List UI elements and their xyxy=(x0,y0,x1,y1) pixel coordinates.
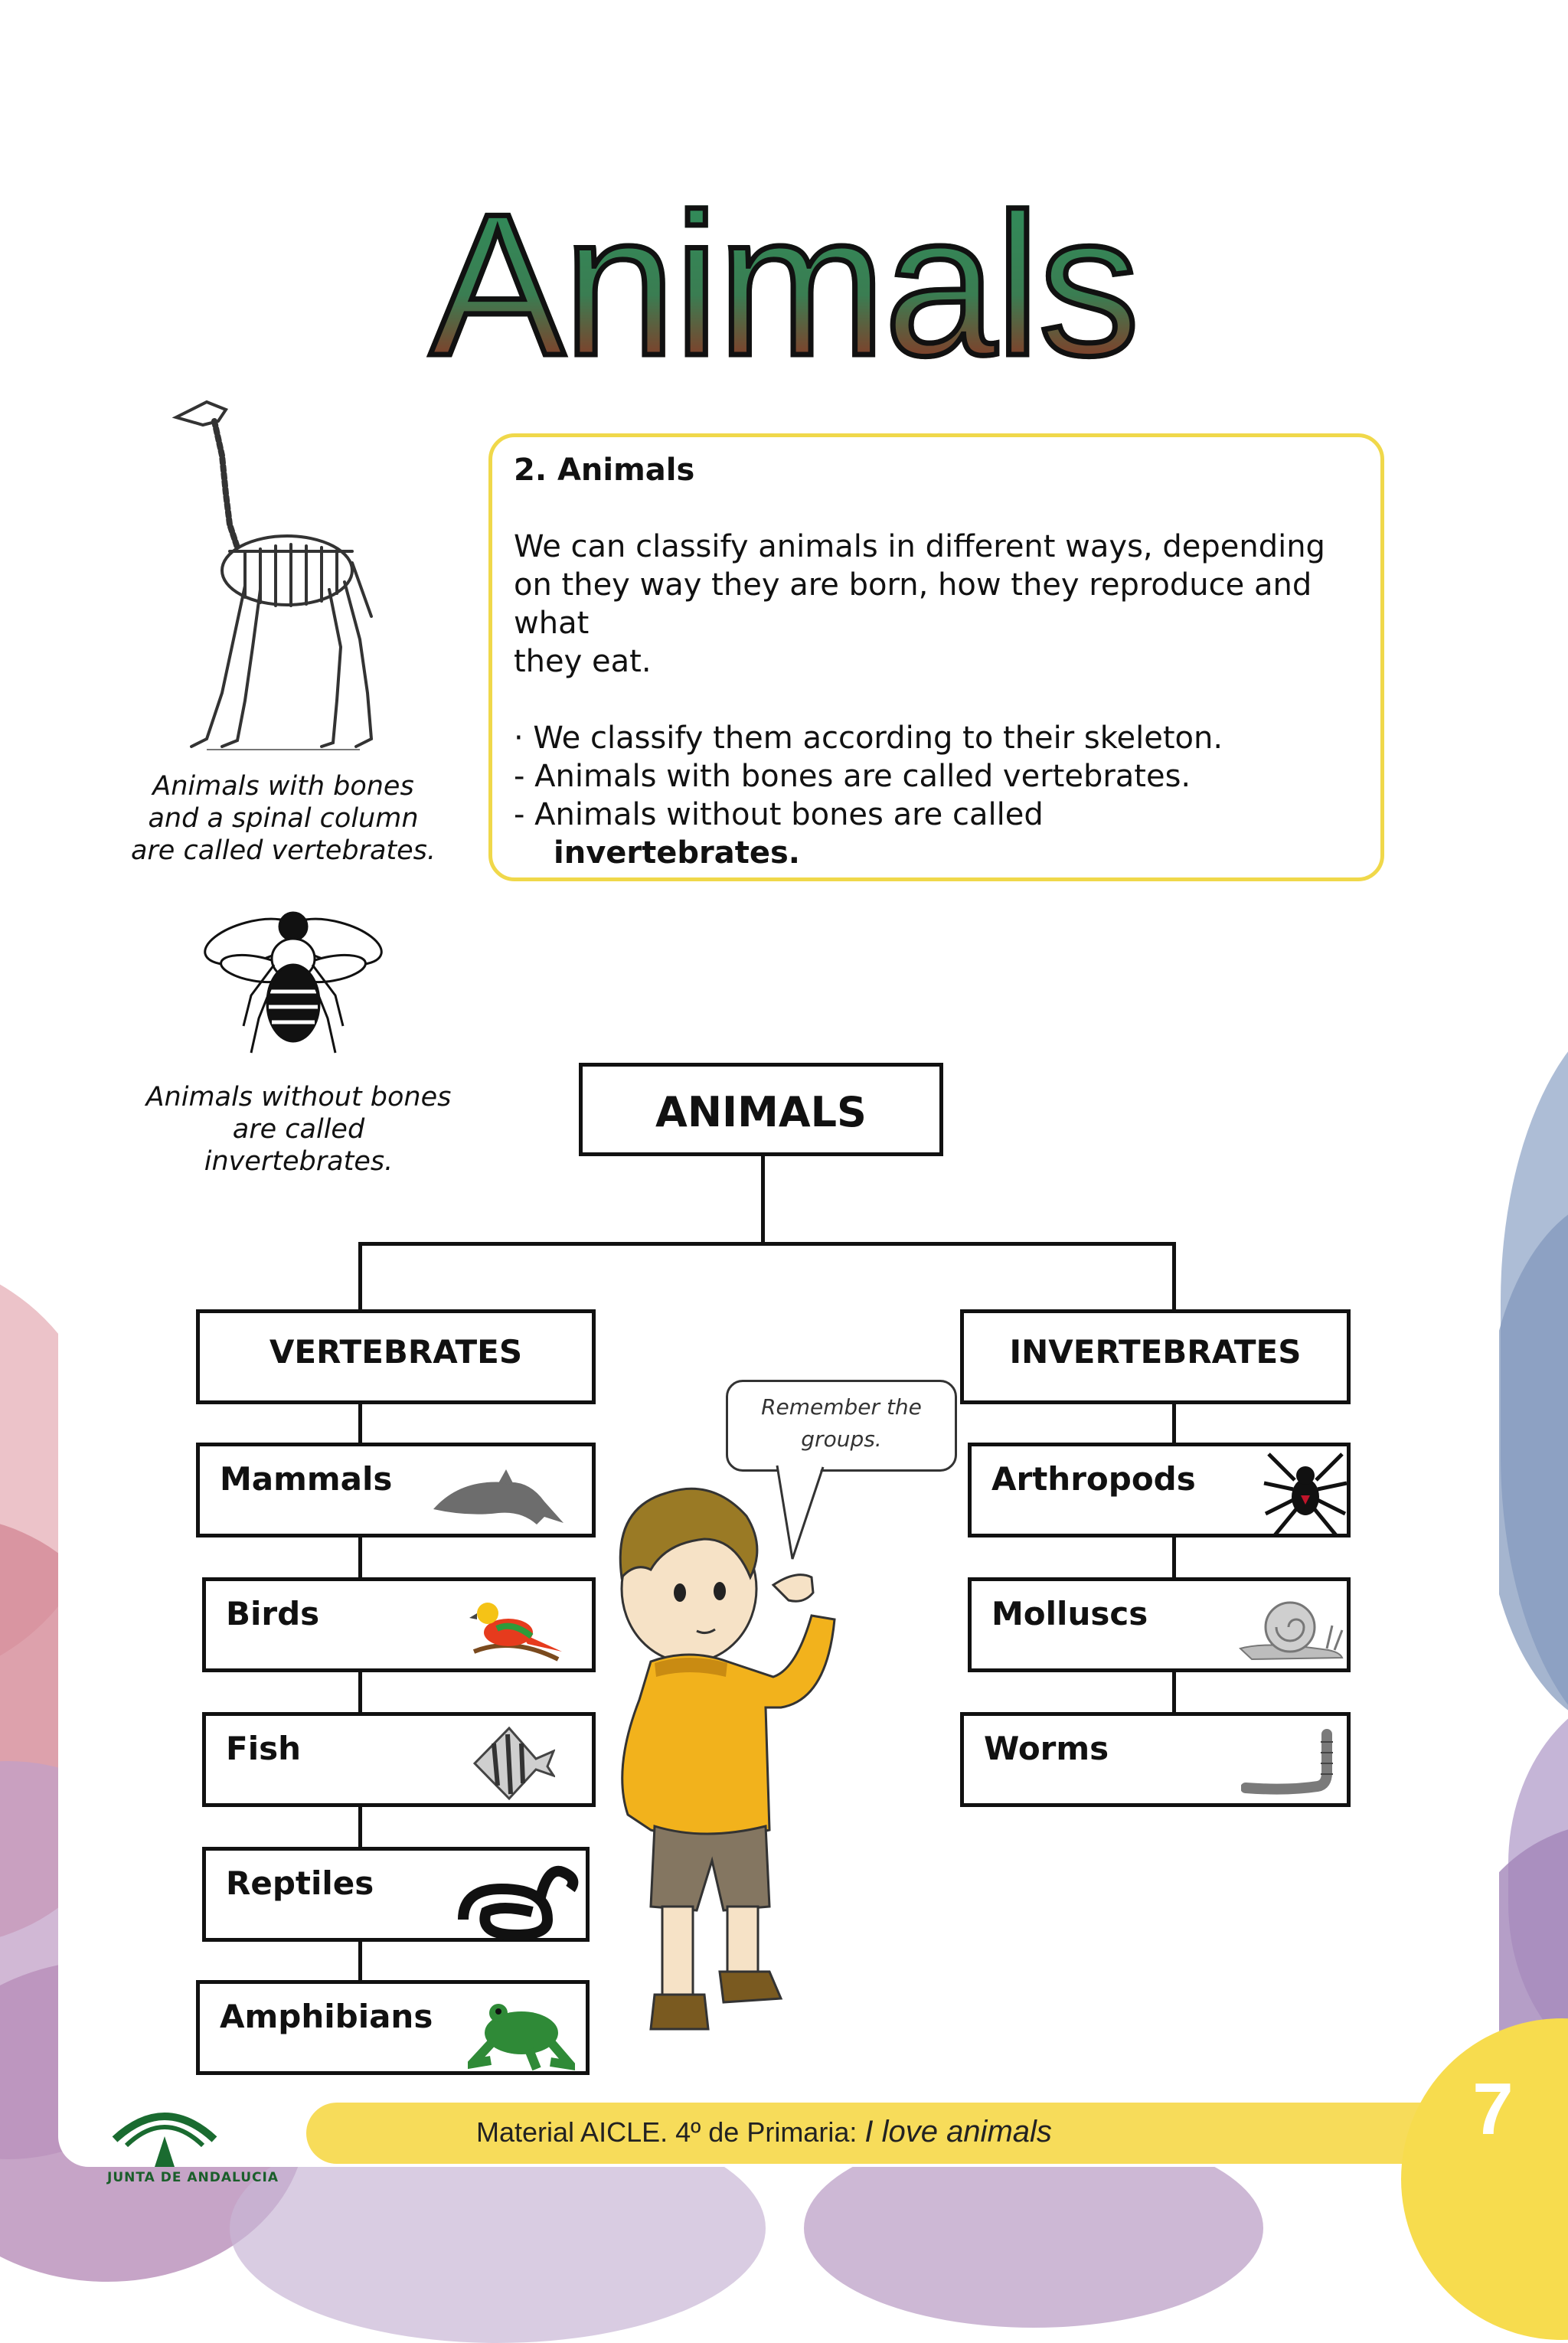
logo-text: JUNTA DE ANDALUCIA xyxy=(107,2170,279,2185)
group-box-arthropods xyxy=(968,1443,1351,1537)
speech-bubble xyxy=(726,1380,957,1472)
animals-root-label: ANIMALS xyxy=(655,1088,867,1136)
speech-line: groups. xyxy=(801,1426,882,1452)
caption-line: Animals without bones xyxy=(145,1082,452,1113)
page-number: 7 xyxy=(1472,2068,1514,2150)
group-box-worms xyxy=(960,1712,1351,1807)
info-paragraph-line: We can classify animals in different ways, depending xyxy=(514,529,1325,564)
dolphin-icon xyxy=(430,1463,567,1532)
group-label: Mammals xyxy=(220,1460,393,1498)
vertebrates-caption xyxy=(122,770,444,867)
invertebrates-label: INVERTEBRATES xyxy=(1009,1333,1302,1371)
info-bullet: - Animals without bones are called xyxy=(514,797,1044,832)
group-box-fish xyxy=(202,1712,596,1807)
group-box-reptiles xyxy=(202,1847,590,1942)
group-box-amphibians xyxy=(196,1980,590,2075)
invertebrates-caption xyxy=(138,1081,459,1178)
vertebrates-box xyxy=(196,1309,596,1404)
group-label: Reptiles xyxy=(226,1864,374,1902)
info-bullet: · We classify them according to their skeleton. xyxy=(514,721,1223,756)
caption-line: are called vertebrates. xyxy=(130,835,436,866)
caption-line: are called xyxy=(232,1114,365,1145)
footer-label: Material AICLE. 4º de Primaria: xyxy=(476,2116,865,2148)
footer-italic: I love animals xyxy=(864,2115,1052,2149)
group-label: Birds xyxy=(226,1595,320,1632)
caption-line: Animals with bones xyxy=(152,771,414,802)
group-label: Molluscs xyxy=(991,1595,1148,1632)
parrot-icon xyxy=(466,1590,566,1670)
vertebrates-label: VERTEBRATES xyxy=(269,1333,523,1371)
invertebrates-box xyxy=(960,1309,1351,1404)
speech-bubble-tail xyxy=(769,1462,831,1562)
animals-root-box xyxy=(579,1063,943,1156)
info-paragraph-line: on they way they are born, how they reproduce and what xyxy=(514,567,1312,641)
speech-line: Remember the xyxy=(761,1394,922,1420)
info-bullet: - Animals with bones are called vertebrates. xyxy=(514,759,1191,794)
caption-line: invertebrates. xyxy=(204,1146,394,1177)
footer-text xyxy=(476,2115,1052,2149)
frog-icon xyxy=(468,1996,575,2071)
group-label: Arthropods xyxy=(991,1460,1196,1498)
group-label: Amphibians xyxy=(220,1998,433,2035)
caption-line: and a spinal column xyxy=(148,803,419,834)
giraffe-skeleton-illustration xyxy=(161,387,390,754)
angelfish-icon xyxy=(463,1720,555,1806)
group-label: Fish xyxy=(226,1730,301,1767)
page-title: Animals xyxy=(0,184,1568,386)
info-paragraph-line: they eat. xyxy=(514,644,652,679)
group-box-birds xyxy=(202,1577,596,1672)
bee-illustration xyxy=(198,904,389,1057)
snake-icon xyxy=(456,1858,586,1939)
info-bold-term: invertebrates. xyxy=(554,835,800,871)
worm-icon xyxy=(1241,1719,1341,1805)
spider-icon xyxy=(1261,1449,1350,1538)
info-box xyxy=(488,433,1384,881)
group-box-mammals xyxy=(196,1443,596,1537)
info-heading: 2. Animals xyxy=(514,453,695,488)
junta-andalucia-logo xyxy=(107,2101,222,2170)
group-box-molluscs xyxy=(968,1577,1351,1672)
group-label: Worms xyxy=(984,1730,1109,1767)
snail-icon xyxy=(1236,1595,1345,1664)
